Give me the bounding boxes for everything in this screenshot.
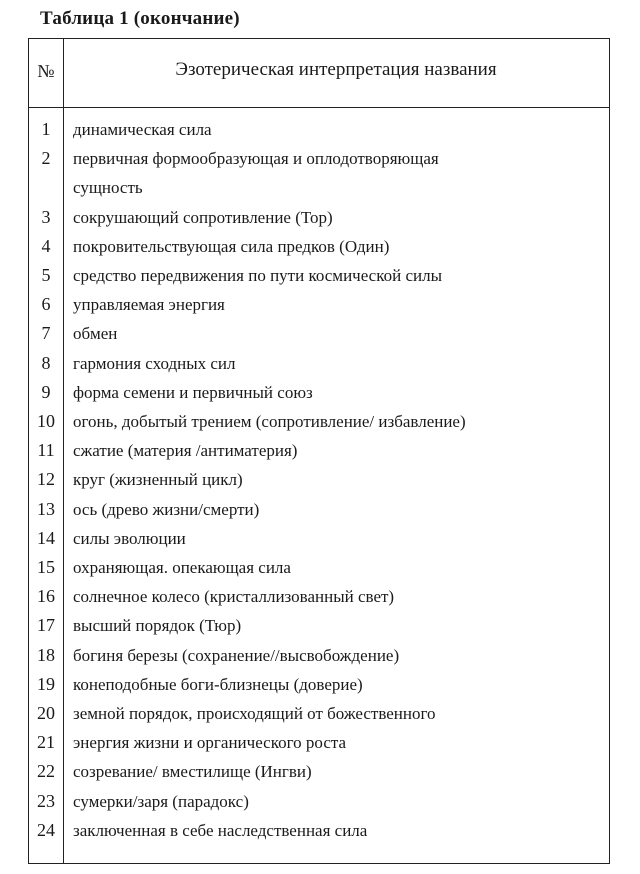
row-interpretation: средство передвижения по пути космической силы xyxy=(73,266,443,286)
row-number: 11 xyxy=(37,440,55,461)
row-interpretation: форма семени и первичный союз xyxy=(73,382,313,402)
table-row xyxy=(29,582,609,611)
table-row xyxy=(29,465,609,494)
row-number xyxy=(29,173,63,202)
table-row xyxy=(29,349,609,378)
row-interpretation: гармония сходных сил xyxy=(73,353,236,373)
row-interpretation: солнечное колесо (кристаллизованный свет) xyxy=(73,587,395,607)
row-number: 18 xyxy=(37,644,55,665)
row-interpretation: сжатие (материя /антиматерия) xyxy=(73,441,298,461)
row-number: 15 xyxy=(37,557,55,578)
row-number: 17 xyxy=(37,615,55,636)
row-number: 16 xyxy=(37,586,55,607)
table-row xyxy=(29,115,609,144)
row-interpretation: богиня березы (сохранение//высвобождение) xyxy=(73,645,400,665)
table-row xyxy=(29,173,609,202)
table-row xyxy=(29,436,609,465)
row-interpretation: силы эволюции xyxy=(73,528,186,548)
row-interpretation: сокрушающий сопротивление (Тор) xyxy=(73,207,333,227)
table-body xyxy=(29,115,609,845)
row-interpretation: динамическая сила xyxy=(73,120,212,139)
row-interpretation: огонь, добытый трением (сопротивление/ избавление) xyxy=(73,412,466,432)
row-interpretation: высший порядок (Тюр) xyxy=(73,616,242,636)
interpretation-table xyxy=(28,38,610,864)
table-row xyxy=(29,203,609,232)
row-number: 8 xyxy=(41,352,51,373)
table-row xyxy=(29,261,609,290)
row-number: 19 xyxy=(37,673,55,694)
row-number: 2 xyxy=(41,148,51,169)
row-interpretation: первичная формообразующая и оплодотворяющая xyxy=(73,149,439,169)
row-interpretation: обмен xyxy=(73,324,118,344)
row-number: 21 xyxy=(37,732,55,753)
row-number: 1 xyxy=(41,119,51,139)
row-interpretation: конеподобные боги-близнецы (доверие) xyxy=(73,674,363,694)
row-interpretation: покровительствующая сила предков (Один) xyxy=(73,236,390,256)
table-row xyxy=(29,787,609,816)
row-number: 3 xyxy=(41,206,51,227)
table-row xyxy=(29,378,609,407)
table-row xyxy=(29,816,609,845)
row-interpretation: созревание/ вместилище (Ингви) xyxy=(73,762,312,782)
row-number: 6 xyxy=(41,294,51,315)
table-row xyxy=(29,611,609,640)
row-interpretation: сумерки/заря (парадокс) xyxy=(73,791,249,811)
row-interpretation: сущность xyxy=(73,178,143,198)
table-row xyxy=(29,290,609,319)
row-number: 22 xyxy=(37,761,55,782)
row-interpretation: энергия жизни и органического роста xyxy=(73,733,347,753)
row-number: 10 xyxy=(37,411,55,432)
row-interpretation: управляемая энергия xyxy=(73,295,225,315)
header-interpretation: Эзотерическая интерпретация названия xyxy=(175,59,497,80)
table-row xyxy=(29,553,609,582)
row-interpretation: круг (жизненный цикл) xyxy=(73,470,243,490)
row-number: 5 xyxy=(41,265,51,286)
row-number: 9 xyxy=(41,381,51,402)
table-row xyxy=(29,407,609,436)
row-number: 24 xyxy=(37,819,55,840)
table-row xyxy=(29,670,609,699)
table-row xyxy=(29,699,609,728)
row-interpretation: заключенная в себе наследственная сила xyxy=(73,820,368,840)
row-number: 7 xyxy=(41,323,51,344)
row-interpretation: охраняющая. опекающая сила xyxy=(73,558,291,578)
row-number: 23 xyxy=(37,790,55,811)
table-row xyxy=(29,757,609,786)
row-interpretation: ось (древо жизни/смерти) xyxy=(73,499,260,519)
table-row xyxy=(29,728,609,757)
table-row xyxy=(29,232,609,261)
table-row xyxy=(29,524,609,553)
row-number: 14 xyxy=(37,527,55,548)
table-caption: Таблица 1 (окончание) xyxy=(40,8,240,29)
row-number: 4 xyxy=(41,235,51,256)
table-row xyxy=(29,319,609,348)
table-row xyxy=(29,144,609,173)
table-row xyxy=(29,641,609,670)
row-number: 20 xyxy=(37,703,55,724)
header-number: № xyxy=(37,61,55,81)
header-divider xyxy=(29,107,609,108)
row-number: 12 xyxy=(37,469,55,490)
table-row xyxy=(29,495,609,524)
row-number: 13 xyxy=(37,498,55,519)
row-interpretation: земной порядок, происходящий от божественного xyxy=(73,704,436,724)
